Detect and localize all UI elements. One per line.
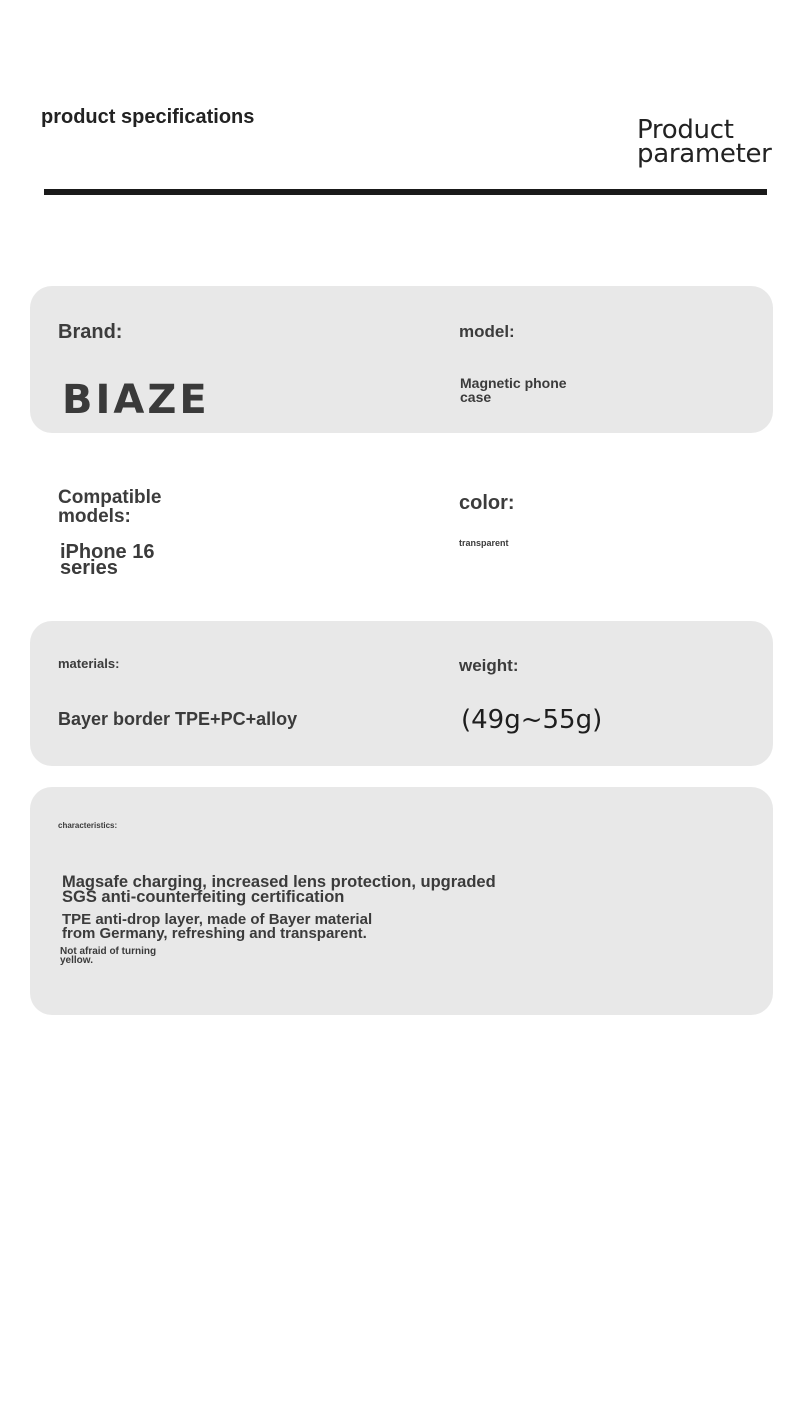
weight-label: weight: bbox=[459, 656, 519, 675]
header-left-title: product specifications bbox=[41, 106, 255, 128]
weight-value: (49g~55g) bbox=[461, 705, 603, 735]
model-value: Magnetic phone case bbox=[460, 375, 567, 405]
header-right-title: Product parameter bbox=[637, 115, 772, 169]
color-label-text: color: bbox=[459, 492, 515, 514]
model-label: model: bbox=[459, 322, 515, 341]
characteristics-label: characteristics: bbox=[58, 821, 118, 830]
color-value: transparent bbox=[459, 538, 509, 548]
materials-label: materials: bbox=[58, 656, 120, 671]
compatible-label: Compatible models: bbox=[58, 487, 162, 527]
compatible-value: iPhone 16 series bbox=[60, 541, 155, 579]
header-divider bbox=[44, 189, 767, 195]
brand-label: Brand: bbox=[58, 321, 123, 343]
materials-value: Bayer border TPE+PC+alloy bbox=[58, 709, 298, 729]
characteristics-line-3: Not afraid of turning yellow. bbox=[60, 946, 157, 966]
brand-logo: BIAZE bbox=[62, 377, 210, 423]
spec-card-materials-weight bbox=[30, 621, 773, 766]
characteristics-line-2: TPE anti-drop layer, made of Bayer material from Germany, refreshing and transparent. bbox=[62, 911, 373, 942]
characteristics-line-1: Magsafe charging, increased lens protection, upgraded SGS anti-counterfeiting certification bbox=[62, 873, 496, 906]
